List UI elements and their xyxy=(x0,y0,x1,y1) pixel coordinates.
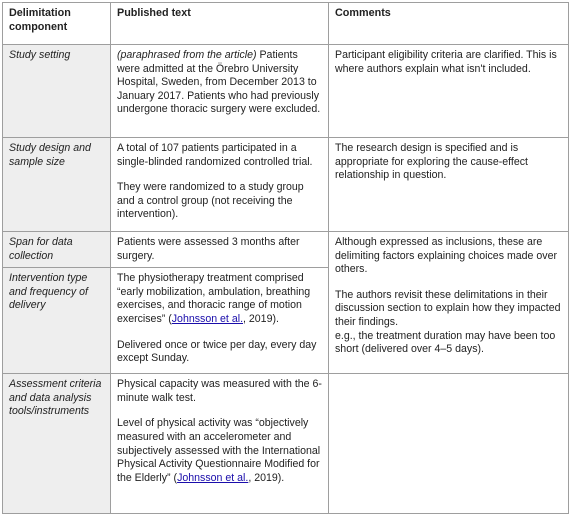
comment-cell-empty xyxy=(329,374,569,514)
header-published-text: Published text xyxy=(111,3,329,45)
published-text-cell xyxy=(111,268,329,374)
comment-text: The research design is specified and is appropriate for exploring the cause-effect relationship in question. xyxy=(335,142,528,182)
component-study-design: Study design and sample size xyxy=(3,138,111,232)
comment-text: Although expressed as inclusions, these are delimiting factors explaining choices made over others. xyxy=(335,236,557,276)
header-delimitation-component: Delimitation component xyxy=(3,3,111,45)
header-comments: Comments xyxy=(329,3,569,45)
published-text: The physiotherapy treatment comprised “early mobilization, ambulation, breathing exercises, and thoracic range of motion exercises” ( xyxy=(117,272,311,325)
citation-link[interactable]: Johnsson et al. xyxy=(171,312,244,325)
comment-text: Participant eligibility criteria are clarified. This is where authors explain what isn't included. xyxy=(335,49,557,75)
citation-link[interactable]: Johnsson et al. xyxy=(177,471,249,484)
table-row xyxy=(3,374,569,514)
published-text: Level of physical activity was “objectively measured with an accelerometer and subjectively assessed with the International Physical Activity Questionnaire Modified for the Elderly” ( xyxy=(117,417,321,484)
component-span-data-collection: Span for data collection xyxy=(3,232,111,268)
table-row xyxy=(3,45,569,138)
component-intervention-type: Intervention type and frequency of delivery xyxy=(3,268,111,374)
table-row xyxy=(3,232,569,268)
table-row xyxy=(3,138,569,232)
published-text: Patients were admitted at the Örebro University Hospital, Sweden, from December 2013 to January 2017. Patients who had previously undergone thoracic surgery were excluded. xyxy=(117,49,321,116)
comment-cell xyxy=(329,45,569,138)
comment-example: e.g., the treatment duration may have been too short (delivered over 4–5 days). xyxy=(335,329,556,356)
table-header-row xyxy=(3,3,569,45)
published-text: Delivered once or twice per day, every day except Sunday. xyxy=(117,338,317,365)
component-study-setting: Study setting xyxy=(3,45,111,138)
component-assessment-criteria: Assessment criteria and data analysis tools/instruments xyxy=(3,374,111,514)
published-text: They were randomized to a study group and a control group (not receiving the intervention). xyxy=(117,181,304,221)
published-text: , 2019). xyxy=(248,471,285,484)
paraphrase-note: (paraphrased from the article) xyxy=(117,49,257,61)
published-text: Patients were assessed 3 months after surgery. xyxy=(117,236,300,262)
comment-text: The authors revisit these delimitations in their discussion section to explain how they impacted their findings. xyxy=(335,288,561,328)
published-text-cell xyxy=(111,232,329,268)
comment-cell xyxy=(329,138,569,232)
published-text: Physical capacity was measured with the 6-minute walk test. xyxy=(117,378,322,404)
published-text: A total of 107 patients participated in a single-blinded randomized controlled trial. xyxy=(117,142,313,168)
published-text-cell xyxy=(111,374,329,514)
delimitation-table xyxy=(2,2,569,514)
published-text-cell xyxy=(111,45,329,138)
published-text-cell xyxy=(111,138,329,232)
comment-cell-merged xyxy=(329,232,569,374)
published-text: , 2019). xyxy=(243,312,279,325)
